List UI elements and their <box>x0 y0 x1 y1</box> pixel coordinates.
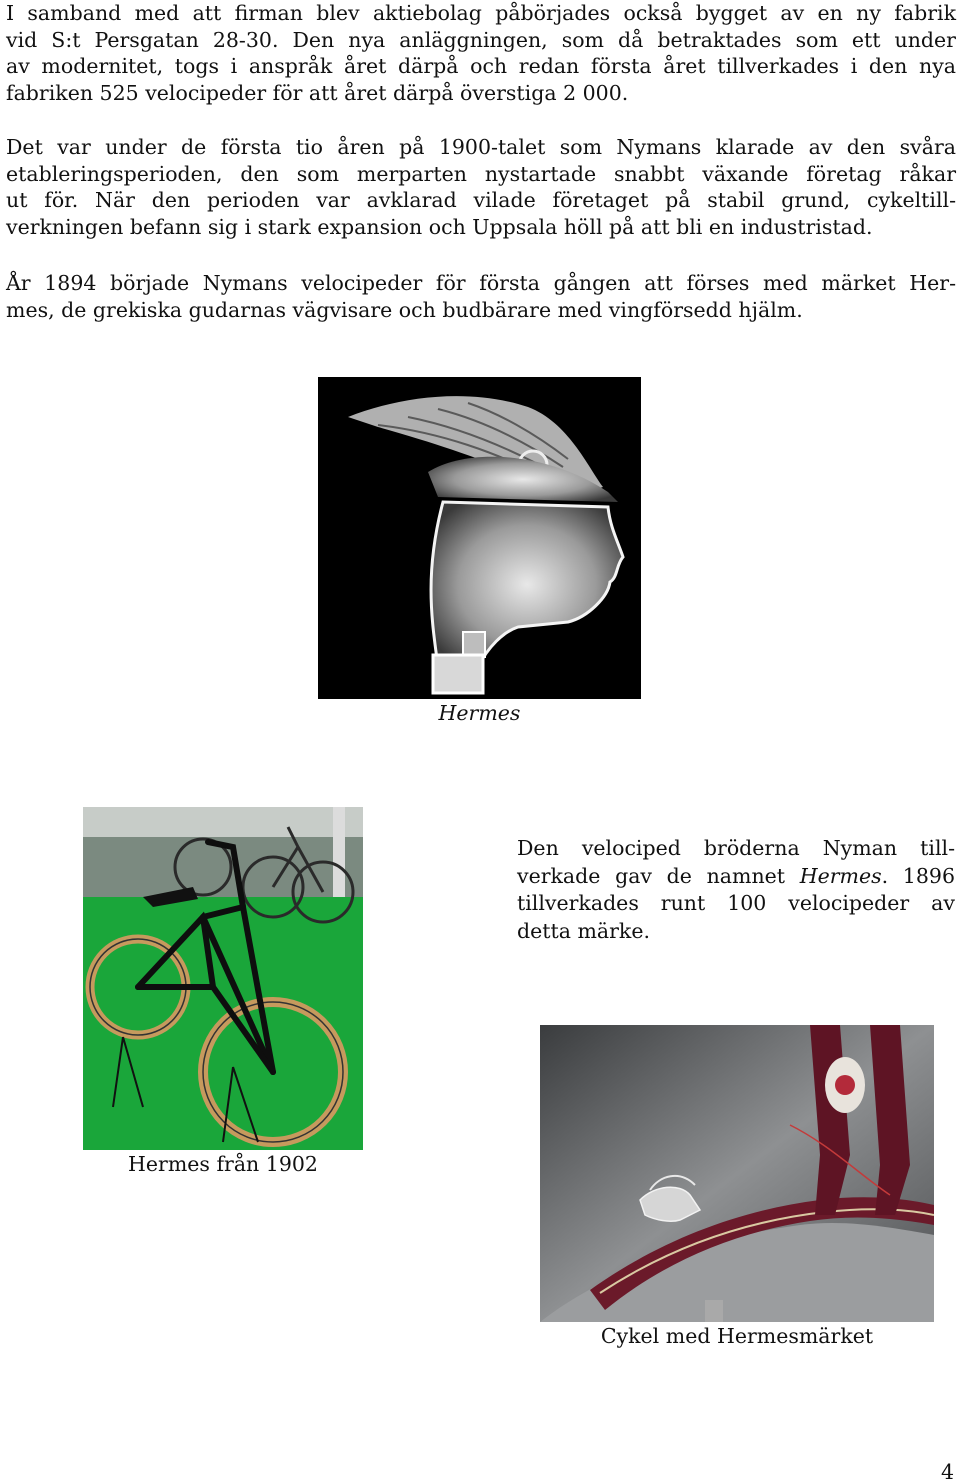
hermes-1902-caption: Hermes från 1902 <box>128 1152 318 1176</box>
paragraph-1 <box>6 0 956 106</box>
text-line: verkningen befann sig i stark expansion och Uppsala höll på att bli en industristad. <box>6 214 873 239</box>
text-span: . 1896 <box>881 863 955 888</box>
text-line: Den velociped bröderna Nyman till- <box>517 836 955 860</box>
emphasis-hermes: Hermes <box>799 863 882 888</box>
text-line: År 1894 började Nymans velocipeder för första gången att förses med märket Her- <box>6 271 956 295</box>
text-line: av modernitet, togs i anspråk året därpå och redan första året tillverkades i den nya <box>6 54 956 78</box>
text-line: Det var under de första tio åren på 1900-talet som Nymans klarade av den svåra <box>6 135 956 159</box>
fender-badge-photo <box>540 1025 934 1322</box>
text-line: detta märke. <box>517 918 650 943</box>
text-line: fabriken 525 velocipeder för att året därpå överstiga 2 000. <box>6 80 629 105</box>
text-line: etableringsperioden, den som merparten nystartade snabbt växande företag råkar <box>6 161 956 186</box>
hermes-1902-bicycle-photo <box>83 807 363 1150</box>
paragraph-2 <box>6 134 956 240</box>
text-line <box>517 863 955 891</box>
side-description <box>517 835 955 945</box>
paragraph-3 <box>6 270 956 323</box>
page-number: 4 <box>940 1460 954 1484</box>
text-span: verkade gav de namnet <box>517 863 800 888</box>
text-line: vid S:t Persgatan 28-30. Den nya anläggningen, som då betraktades som ett under <box>6 27 956 52</box>
fender-badge-caption: Cykel med Hermesmärket <box>600 1324 874 1348</box>
text-line: mes, de grekiska gudarnas vägvisare och budbärare med vingförsedd hjälm. <box>6 297 803 322</box>
hermes-emblem-caption: Hermes <box>438 701 521 725</box>
text-line: I samband med att firman blev aktiebolag påbörjades också bygget av en ny fabrik <box>6 1 956 25</box>
hermes-emblem-photo <box>318 377 641 699</box>
text-line: ut för. När den perioden var avklarad vilade företaget på stabil grund, cykeltill- <box>6 188 956 212</box>
text-line: tillverkades runt 100 velocipeder av <box>517 891 955 915</box>
